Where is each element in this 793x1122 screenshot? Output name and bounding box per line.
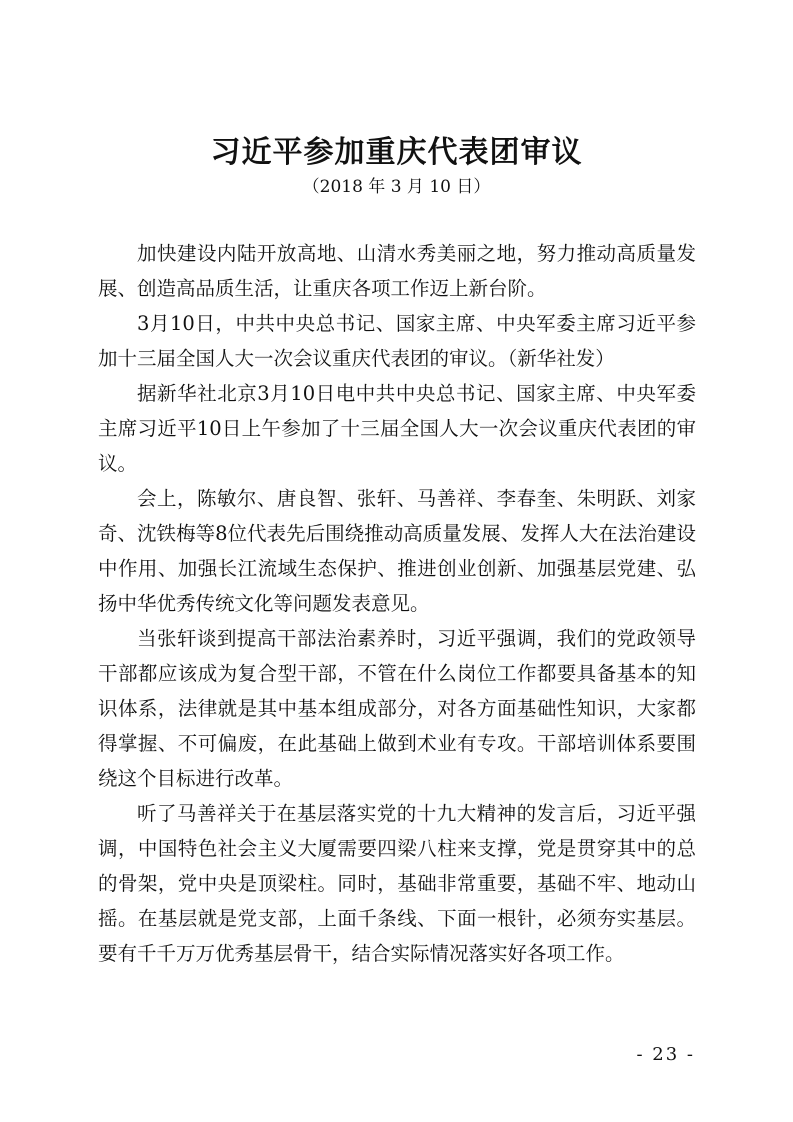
paragraph-5: 当张轩谈到提高干部法治素养时，习近平强调，我们的党政领导干部都应该成为复合型干部，不管在什么岗位工作都要具备基本的知识体系，法律就是其中基本组成部分，对各方面基础性知识，大家都得掌握、不可偏废，在此基础上做到术业有专攻。干部培训体系要围绕这个目标进行改革。 [98,627,696,790]
paragraph-4: 会上，陈敏尔、唐良智、张轩、马善祥、李春奎、朱明跃、刘家奇、沈铁梅等8位代表先后围绕推动高质量发展、发挥人大在法治建设中作用、加强长江流域生态保护、推进创业创新、加强基层党建、弘扬中华优秀传统文化等问题发表意见。 [98,487,696,615]
paragraph-6: 听了马善祥关于在基层落实党的十九大精神的发言后，习近平强调，中国特色社会主义大厦需要四梁八柱来支撑，党是贯穿其中的总的骨架，党中央是顶梁柱。同时，基础非常重要，基础不牢、地动山摇。在基层就是党支部，上面千条线、下面一根针，必须夯实基层。要有千千万万优秀基层骨干，结合实际情况落实好各项工作。 [98,802,696,965]
page-title: 习近平参加重庆代表团审议 [210,135,583,170]
paragraph-1: 加快建设内陆开放高地、山清水秀美丽之地，努力推动高质量发展、创造高品质生活，让重庆各项工作迈上新台阶。 [98,242,696,300]
paragraph-2: 3月10日，中共中央总书记、国家主席、中央军委主席习近平参加十三届全国人大一次会议重庆代表团的审议。（新华社发） [98,312,696,370]
article-body [98,236,696,971]
date-line: （2018 年 3 月 10 日） [302,177,491,197]
paragraph-3: 据新华社北京3月10日电中共中央总书记、国家主席、中央军委主席习近平10日上午参加了十三届全国人大一次会议重庆代表团的审议。 [98,382,696,475]
page-number: - 23 - [636,1044,695,1065]
